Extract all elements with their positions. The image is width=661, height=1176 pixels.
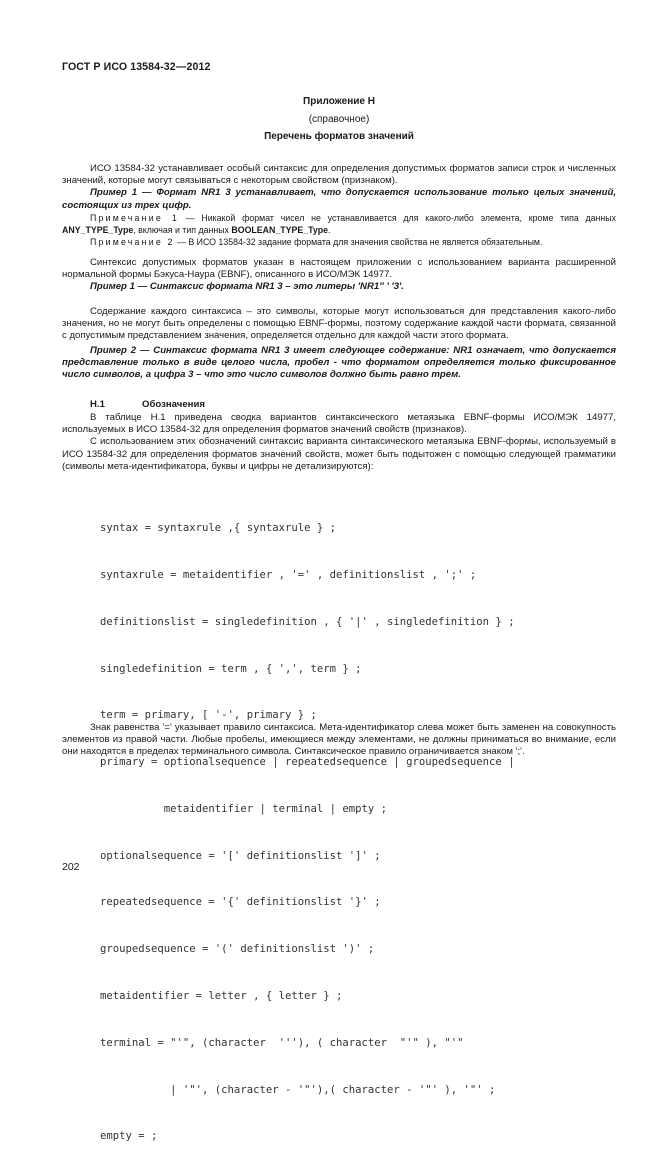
page-number: 202 — [62, 861, 80, 873]
grammar-line: empty = ; — [100, 1130, 158, 1143]
content-block — [62, 306, 616, 381]
grammar-line: term = primary, [ '-', primary } ; — [100, 709, 317, 722]
appendix-title: Приложение Н — [303, 96, 375, 107]
section-paragraph-2: С использованием этих обозначений синтаксис варианта синтаксического метаязыка EBNF-формы, используемый в ИСО 13584-32 для определения форматов значений свойств, может быть подытожен с помощью следующей грамматики (символы мета-идентификатора, буквы и цифры не детализируются): — [62, 436, 616, 472]
grammar-line: primary = optionalsequence | repeatedsequence | groupedsequence | — [100, 756, 515, 769]
note-1-label: Примечание 1 — [90, 212, 179, 223]
grammar-line: metaidentifier | terminal | empty ; — [100, 802, 388, 815]
note-2-label: Примечание 2 — [90, 237, 175, 248]
section-number: Н.1 — [90, 399, 105, 410]
grammar-line: syntaxrule = metaidentifier , '=' , definitionslist , ';' ; — [100, 568, 477, 581]
grammar-line: metaidentifier = letter , { letter } ; — [100, 990, 343, 1002]
intro-block — [62, 163, 616, 248]
section-title: Обозначения — [142, 399, 205, 410]
grammar-block — [100, 490, 600, 1176]
intro-paragraph-2: Синтексис допустимых форматов указан в настоящем приложении с использованием варианта расширенной нормальной формы Бэкуса-Наура (EBNF), описанного в ИСО/МЭК 14977. — [62, 257, 616, 281]
grammar-line: definitionslist = singledefinition , { '|' , singledefinition } ; — [100, 615, 515, 628]
grammar-line: optionalsequence = '[' definitionslist ']' ; — [100, 849, 381, 862]
section-block — [62, 412, 616, 473]
grammar-line: terminal = "'", (character '''), ( character "'" ), "'" — [100, 1036, 464, 1049]
note-1: Примечание 1 — Никакой формат чисел не устанавливается для какого-либо элемента, кроме типа данных ANY_TYPE_Type, включая и тип данных BOOLEAN_TYPE_Type. — [62, 212, 616, 236]
closing-block — [62, 722, 616, 759]
example-syntax: Пример 1 — Синтаксис формата NR1 3 – это литеры 'NR1'' ' '3'. — [90, 281, 404, 293]
intro-paragraph-1: ИСО 13584-32 устанавливает особый синтаксис для определения допустимых форматов записи строк и численных значений, которые могут связываться с некоторым свойством (признаком). — [62, 163, 616, 187]
grammar-line: syntax = syntaxrule ,{ syntaxrule } ; — [100, 522, 336, 535]
grammar-line: repeatedsequence = '{' definitionslist '}' ; — [100, 896, 381, 909]
appendix-subtitle: (справочное) — [308, 114, 370, 125]
grammar-line: singledefinition = term , { ',', term } ; — [100, 662, 362, 675]
type-name: ANY_TYPE_Type — [62, 225, 134, 236]
standard-header: ГОСТ Р ИСО 13584-32—2012 — [62, 61, 211, 73]
example-1: Пример 1 — Формат NR1 3 устанавливает, что допускается использование только целых значений, состоящих из трех цифр. — [62, 187, 616, 211]
type-name: BOOLEAN_TYPE_Type — [231, 225, 328, 236]
note-2: Примечание 2 — В ИСО 13584-32 задание формата для значения свойства не является обязательным. — [90, 237, 543, 248]
example-2: Пример 2 — Синтаксис формата NR1 3 имеет следующее содержание: NR1 означает, что допускается представление только в виде целого числа, пробел - что форматом определяется только фиксированное число символов, а цифра 3 – что это число символов должно быть равно трем. — [62, 344, 616, 381]
grammar-line: | '"', (character - '"'),( character - '"' ), '"' ; — [100, 1083, 496, 1096]
grammar-line: groupedsequence = '(' definitionslist ')' ; — [100, 943, 375, 956]
appendix-heading: Перечень форматов значений — [264, 131, 414, 142]
syntax-block — [62, 257, 616, 294]
intro-paragraph-3: Содержание каждого синтаксиса – это символы, которые могут использоваться для представления какого-либо значения, но не могут быть определены с помощью EBNF-формы, поэтому содержание каждой части формата, связанной с допустимым представлением значения, определяется отдельно для каждой части этого формата. — [62, 306, 616, 342]
section-paragraph-1: В таблице Н.1 приведена сводка вариантов синтаксического метаязыка EBNF-формы ИСО/МЭК 14977, используемых в ИСО 13584-32 для определения форматов значений свойств (признаков). — [62, 412, 616, 436]
closing-paragraph: Знак равенства '=' указывает правило синтаксиса. Мета-идентификатор слева может быть заменен на совокупность элементов из правой части. Любые пробелы, имеющиеся между элементами, не должны приниматься во внимание, если они находятся в пределах терминального символа. Синтаксическое правило ограничивается знаком ';'. — [62, 722, 616, 758]
